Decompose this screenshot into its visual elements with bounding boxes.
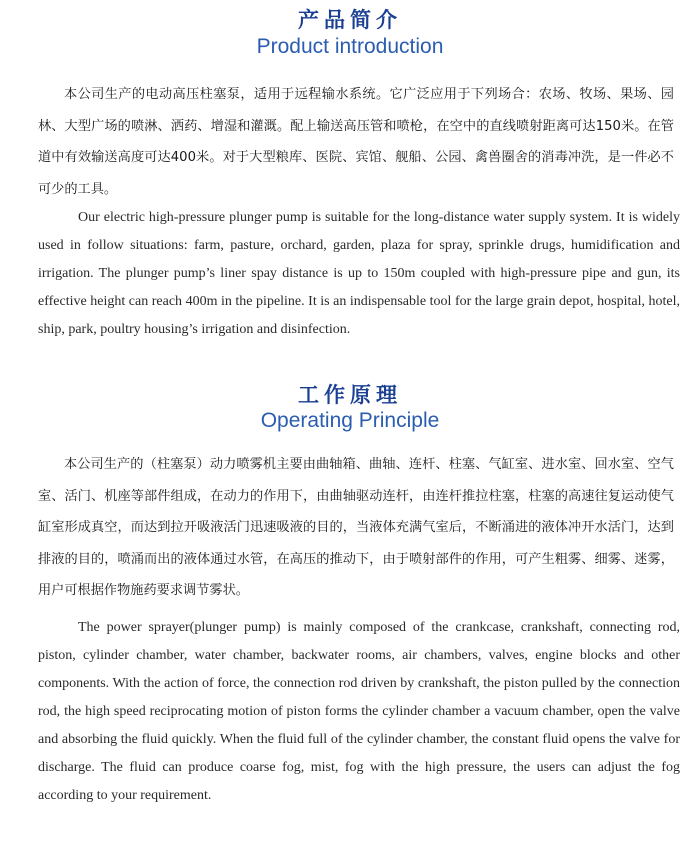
product-intro-title-en: Product introduction [256,35,444,58]
operating-principle-title-zh: 工作原理 [298,383,402,407]
operating-principle-paragraph-zh: 本公司生产的（柱塞泵）动力喷雾机主要由曲轴箱、曲轴、连杆、柱塞、气缸室、进水室、回水室、空气室、活门、机座等部件组成，在动力的作用下，由曲轴驱动连杆，由连杆推拉柱塞，柱塞的高速往复运动使气缸室形成真空，而达到拉开吸液活门迅速吸液的目的，当液体充满气室后，不断涌进的液体冲开水活门，达到排液的目的，喷涌而出的液体通过水管，在高压的推动下，由于喷射部件的作用，可产生粗雾、细雾、迷雾，用户可根据作物施药要求调节雾状。 [38,457,674,598]
operating-principle-title-en: Operating Principle [260,409,440,432]
product-intro-title-zh: 产品简介 [298,8,402,32]
product-intro-paragraph-zh: 本公司生产的电动高压柱塞泵，适用于远程输水系统。它广泛应用于下列场合：农场、牧场、果场、园林、大型广场的喷淋、洒药、增湿和灌溉。配上输送高压管和喷枪，在空中的直线喷射距离可达150米。在管道中有效输送高度可达400米。对于大型粮库、医院、宾馆、舰船、公园、禽兽圈舍的消毒冲洗，是一件必不可少的工具。 [38,87,674,197]
operating-principle-paragraph-en: The power sprayer(plunger pump) is mainly composed of the crankcase, crankshaft, connecting rod, piston, cylinder chamber, water chamber, backwater rooms, air chambers, valves, engine blocks and other components. With the action of force, the connection rod driven by crankshaft, the piston pulled by the connection rod, the high speed reciprocating motion of piston forms the cylinder chamber a vacuum chamber, open the valve and absorbing the fluid quickly. When the fluid full of the cylinder chamber, the constant fluid opens the valve for discharge. The fluid can produce coarse fog, mist, fog with the high pressure, the users can adjust the fog according to your requirement. [38,620,680,803]
product-intro-paragraph-en: Our electric high-pressure plunger pump is suitable for the long-distance water supply system. It is widely used in follow situations: farm, pasture, orchard, garden, plaza for spray, sprinkle drugs, humidification and irrigation. The plunger pump’s liner spay distance is up to 150m coupled with high-pressure pipe and gun, its effective height can reach 400m in the pipeline. It is an indispensable tool for the large grain depot, hospital, hotel, ship, park, poultry housing’s irrigation and disinfection. [38,210,680,337]
